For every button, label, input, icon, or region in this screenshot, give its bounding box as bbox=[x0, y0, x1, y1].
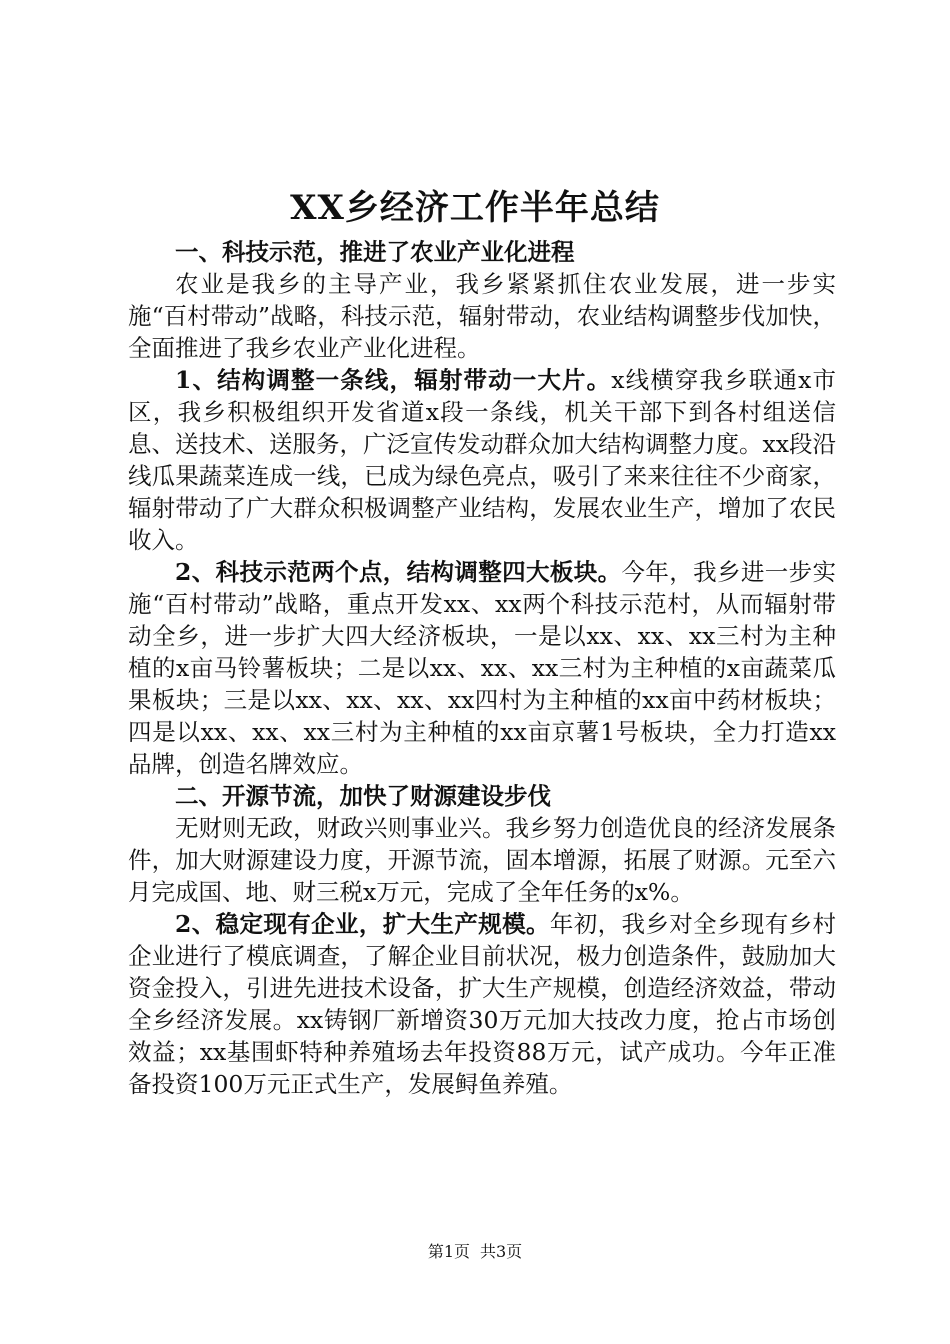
section-heading: 一、科技示范，推进了农业产业化进程 bbox=[175, 238, 575, 266]
page-total: 共3页 bbox=[480, 1242, 523, 1261]
paragraph-text: x线横穿我乡联通x市区，我乡积极组织开发省道x段一条线，机关干部下到各村组送信息、送技术、送服务，广泛宣传发动群众加大结构调整力度。xx段沿线瓜果蔬菜连成一线，已成为绿色亮点，吸引了来来往往不少商家，辐射带动了广大群众积极调整产业结构，发展农业生产，增加了农民收入。 bbox=[128, 366, 837, 554]
paragraph-lead: 1、结构调整一条线，辐射带动一大片。 bbox=[175, 366, 612, 394]
page-number: 第1页 bbox=[427, 1242, 470, 1261]
page-footer bbox=[0, 1241, 950, 1263]
paragraph-text: 无财则无政，财政兴则事业兴。我乡努力创造优良的经济发展条件，加大财源建设力度，开源节流，固本增源，拓展了财源。元至六月完成国、地、财三税x万元，完成了全年任务的x%。 bbox=[128, 814, 836, 906]
document-title: XX乡经济工作半年总结 bbox=[290, 188, 660, 228]
paragraph-text: 农业是我乡的主导产业，我乡紧紧抓住农业发展，进一步实施“百村带动”战略，科技示范，辐射带动，农业结构调整步伐加快，全面推进了我乡农业产业化进程。 bbox=[128, 270, 836, 362]
body-paragraph bbox=[128, 364, 836, 556]
body-paragraph bbox=[128, 812, 836, 908]
section-heading: 二、开源节流，加快了财源建设步伐 bbox=[175, 782, 551, 810]
body-paragraph bbox=[128, 556, 836, 780]
paragraph-text: 今年，我乡进一步实施“百村带动”战略，重点开发xx、xx两个科技示范村，从而辐射带动全乡，进一步扩大四大经济板块，一是以xx、xx、xx三村为主种植的x亩马铃薯板块；二是以xx、xx、xx三村为主种植的x亩蔬菜瓜果板块；三是以xx、xx、xx、xx四村为主种植的xx亩中药材板块；四是以xx、xx、xx三村为主种植的xx亩京薯1号板块，全力打造xx品牌，创造名牌效应。 bbox=[128, 558, 837, 778]
body-paragraph bbox=[128, 908, 836, 1100]
paragraph-lead: 2、科技示范两个点，结构调整四大板块。 bbox=[175, 558, 622, 586]
body-paragraph bbox=[128, 268, 836, 364]
paragraph-text: 年初，我乡对全乡现有乡村企业进行了模底调查，了解企业目前状况，极力创造条件，鼓励加大资金投入，引进先进技术设备，扩大生产规模，创造经济效益，带动全乡经济发展。xx铸钢厂新增资30万元加大技改力度，抢占市场创效益；xx基围虾特种养殖场去年投资88万元，试产成功。今年正准备投资100万元正式生产，发展鲟鱼养殖。 bbox=[128, 910, 837, 1098]
paragraph-lead: 2、稳定现有企业，扩大生产规模。 bbox=[175, 910, 550, 938]
document-body bbox=[128, 236, 836, 1100]
